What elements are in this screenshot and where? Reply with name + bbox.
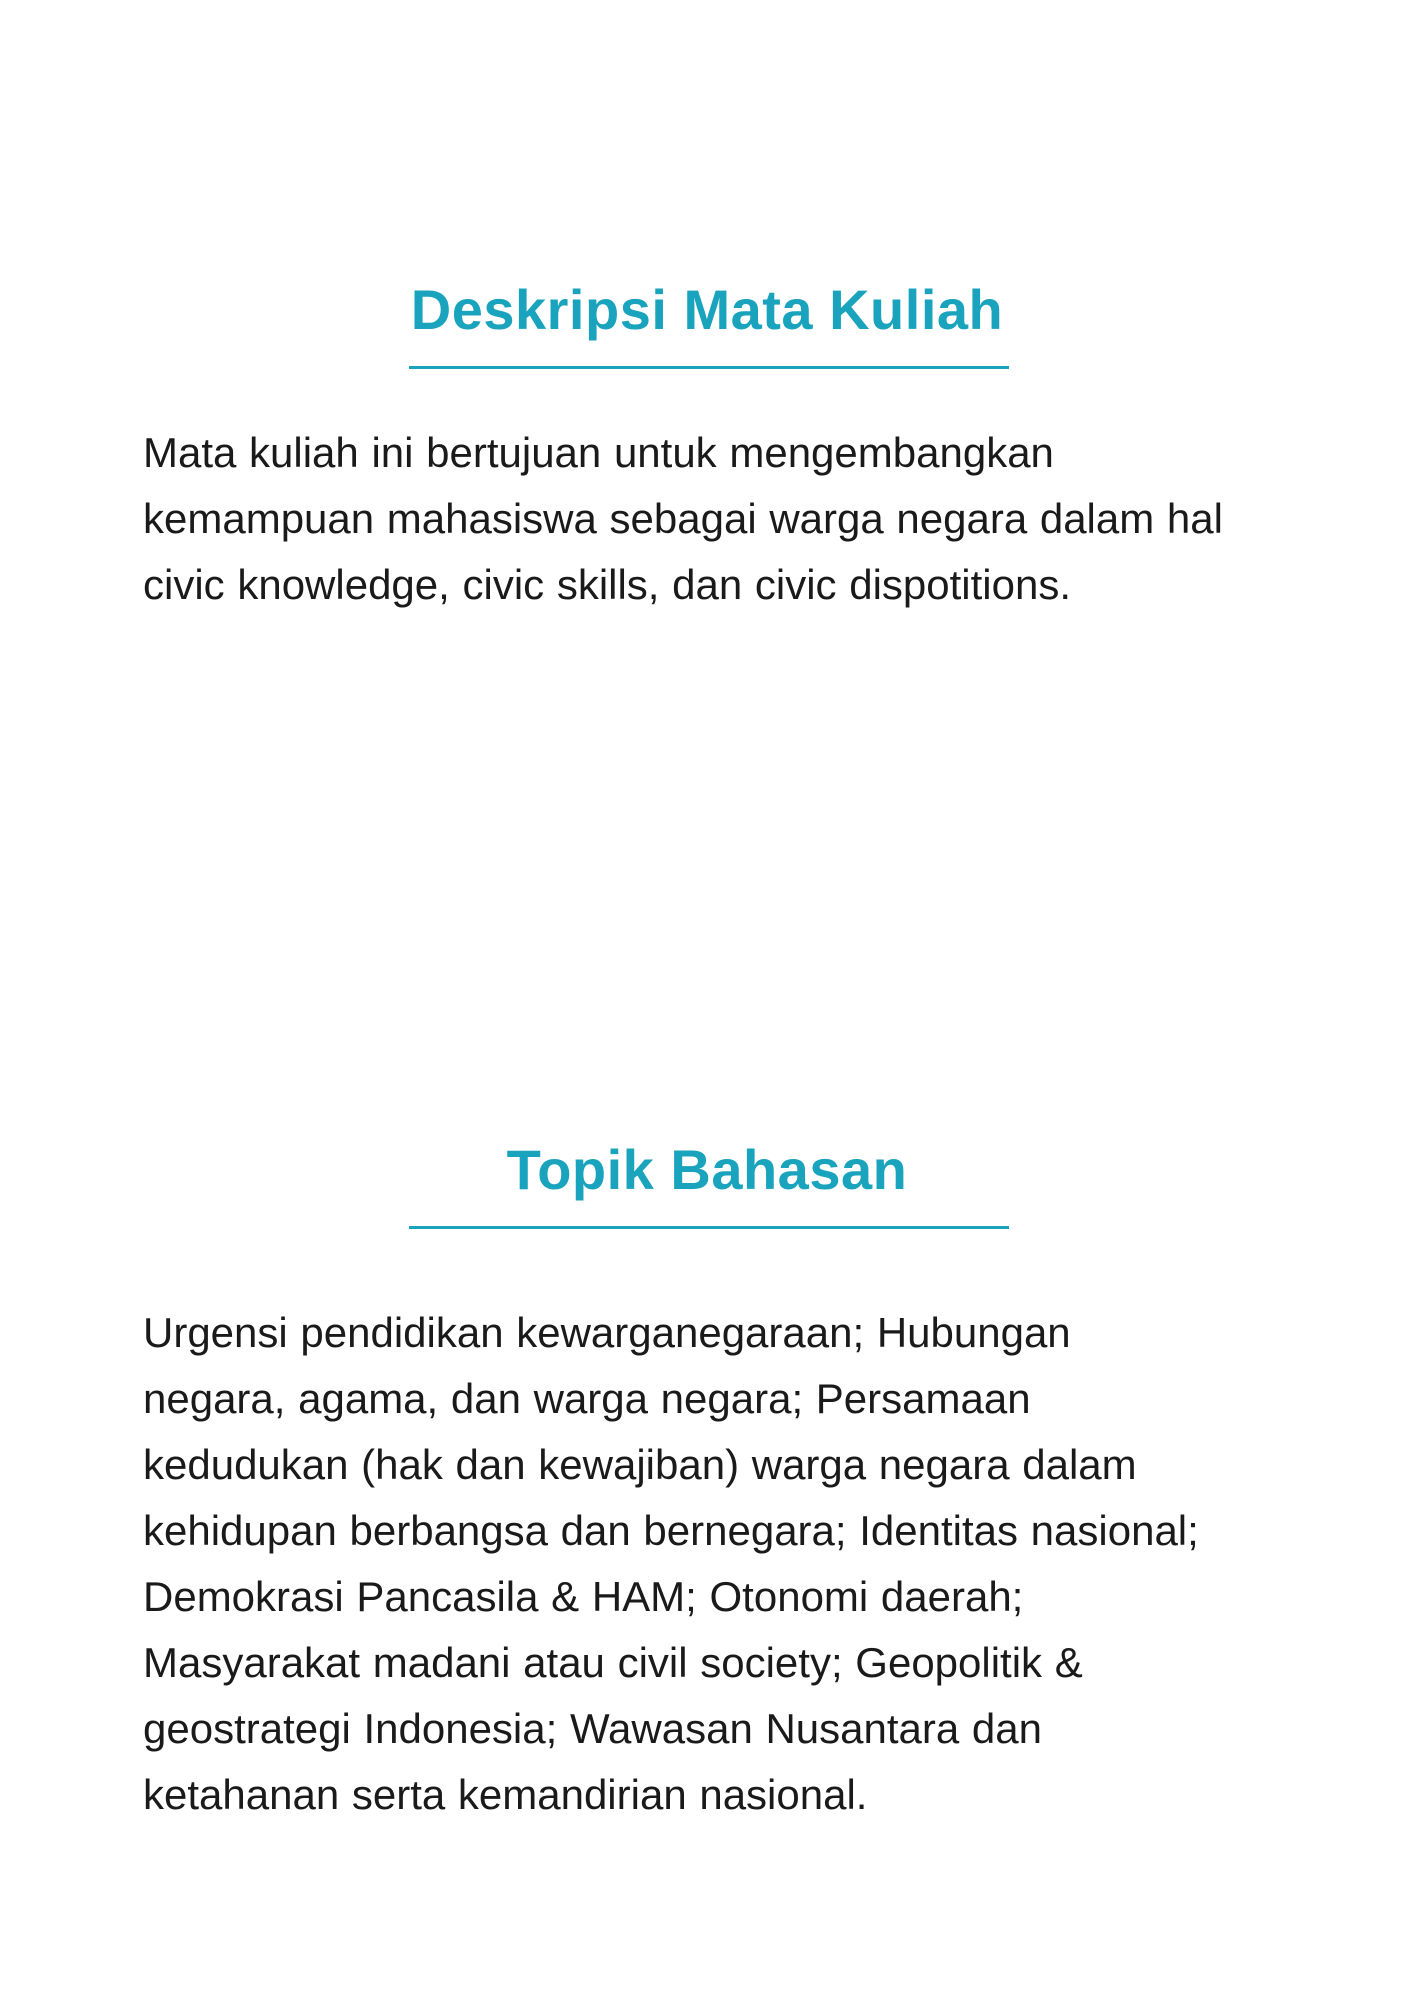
text-line: ketahanan serta kemandirian nasional. <box>143 1771 868 1818</box>
topics-heading: Topik Bahasan <box>506 1138 908 1201</box>
text-line: civic knowledge, civic skills, dan civic dispotitions. <box>143 561 1072 608</box>
text-line: negara, agama, dan warga negara; Persamaan <box>143 1375 1031 1422</box>
text-line: Mata kuliah ini bertujuan untuk mengembangkan <box>143 429 1054 476</box>
topics-section <box>0 1130 1414 1818</box>
text-line: Masyarakat madani atau civil society; Geopolitik & <box>143 1639 1083 1686</box>
course-description-text <box>143 420 1293 618</box>
text-line: Demokrasi Pancasila & HAM; Otonomi daerah; <box>143 1573 1024 1620</box>
topics-text <box>143 1300 1293 1828</box>
text-line: geostrategi Indonesia; Wawasan Nusantara dan <box>143 1705 1043 1752</box>
heading-underline <box>409 366 1009 369</box>
course-description-section <box>0 270 1414 608</box>
text-line: Urgensi pendidikan kewarganegaraan; Hubungan <box>143 1309 1071 1356</box>
text-line: kehidupan berbangsa dan bernegara; Identitas nasional; <box>143 1507 1199 1554</box>
heading-underline <box>409 1226 1009 1229</box>
text-line: kemampuan mahasiswa sebagai warga negara dalam hal <box>143 495 1223 542</box>
course-description-heading: Deskripsi Mata Kuliah <box>410 278 1004 341</box>
text-line: kedudukan (hak dan kewajiban) warga negara dalam <box>143 1441 1137 1488</box>
